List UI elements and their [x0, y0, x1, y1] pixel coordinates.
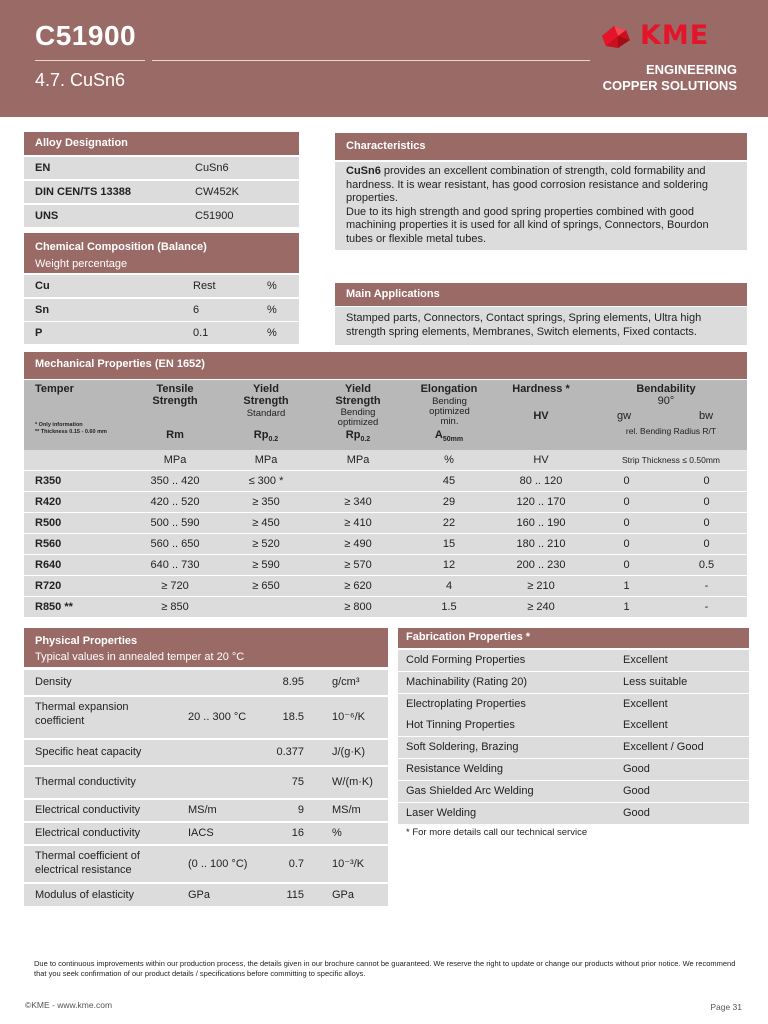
element-unit: % — [267, 280, 277, 292]
fabrication-header — [398, 628, 749, 648]
unit-cell: HV — [533, 454, 549, 466]
value-cell: 0 — [623, 496, 630, 508]
value-cell: 0 — [703, 475, 710, 487]
symbol-subscript: 50mm — [442, 436, 464, 444]
value-cell: 0.5 — [698, 559, 715, 571]
bend-note: rel. Bending Radius R/T — [625, 426, 717, 436]
value-cell: 15 — [442, 538, 456, 550]
bend-angle: 90° — [657, 395, 675, 407]
value-cell: ≥ 240 — [527, 601, 555, 613]
element-symbol: Sn — [35, 304, 50, 316]
physical-unit: % — [332, 827, 342, 839]
section-title: Physical Properties — [35, 635, 138, 647]
applications-header — [335, 283, 747, 306]
physical-row — [24, 800, 388, 821]
fabrication-row — [398, 781, 749, 802]
physical-row — [24, 823, 388, 844]
value-cell: 120 .. 170 — [516, 496, 566, 508]
physical-value: 8.95 — [282, 676, 304, 688]
mechanical-units-row — [24, 450, 747, 470]
value-cell: ≥ 590 — [252, 559, 280, 571]
unit-cell: Strip Thickness ≤ 0.50mm — [621, 455, 721, 465]
symbol-text: Rp — [345, 429, 361, 441]
physical-unit: J/(g·K) — [332, 746, 365, 758]
designation-value: CW452K — [195, 186, 240, 198]
value-cell: 0 — [703, 538, 710, 550]
symbol-text: Rp — [253, 429, 269, 441]
note-only-information: * Only information — [35, 422, 83, 428]
designation-label: DIN CEN/TS 13388 — [35, 186, 131, 198]
symbol-subscript: 0.2 — [360, 436, 371, 444]
characteristics-paragraph — [346, 165, 736, 206]
value-cell: 350 .. 420 — [150, 475, 200, 487]
physical-name: Thermal conductivity — [35, 776, 136, 788]
fabrication-row — [398, 759, 749, 780]
value-cell: 500 .. 590 — [150, 517, 200, 529]
fabrication-name: Soft Soldering, Brazing — [406, 741, 519, 754]
value-cell: ≥ 450 — [252, 517, 280, 529]
fabrication-value: Excellent / Good — [623, 741, 704, 754]
mechanical-row — [24, 555, 747, 575]
element-value: 6 — [193, 304, 200, 316]
yield-bending-symbol — [323, 430, 393, 446]
mechanical-header — [24, 352, 747, 379]
value-cell: ≥ 570 — [344, 559, 372, 571]
value-cell: 80 .. 120 — [519, 475, 563, 487]
physical-value: 115 — [286, 889, 304, 901]
physical-unit: GPa — [332, 889, 355, 901]
mechanical-row — [24, 597, 747, 617]
value-cell: 0 — [703, 517, 710, 529]
elongation-symbol — [409, 430, 489, 446]
composition-row — [24, 299, 299, 321]
element-value: 0.1 — [193, 327, 209, 339]
section-title: Characteristics — [346, 140, 426, 152]
value-cell: 29 — [442, 496, 456, 508]
value-cell: 0 — [623, 475, 630, 487]
mechanical-row — [24, 576, 747, 596]
section-title: Main Applications — [346, 288, 440, 300]
physical-unit: MS/m — [332, 804, 361, 816]
physical-value: 16 — [291, 827, 304, 839]
col-elongation: Elongation — [420, 383, 478, 395]
value-cell: 45 — [442, 475, 456, 487]
physical-cond: MS/m — [188, 804, 217, 816]
applications-text: Stamped parts, Connectors, Contact springs, Spring elements, Ultra high strength spring elements, Membranes, Switch elements, Fixed contacts. — [335, 307, 747, 345]
symbol-subscript: 0.2 — [268, 436, 279, 444]
fabrication-value: Good — [623, 784, 650, 797]
fabrication-name: Gas Shielded Arc Welding — [406, 784, 534, 797]
alloy-designation-header — [24, 132, 299, 155]
bend-bw: bw — [698, 410, 714, 422]
col-yield-standard: Yield Strength — [243, 383, 289, 407]
yield-standard-sub: Standard — [246, 408, 286, 419]
value-cell: 22 — [442, 517, 456, 529]
fabrication-value: Excellent — [623, 654, 668, 666]
yield-standard-symbol — [231, 430, 301, 446]
physical-header — [24, 628, 388, 667]
temper-cell: R850 ** — [35, 601, 73, 613]
value-cell: 200 .. 230 — [516, 559, 566, 571]
fabrication-name: Electroplating Properties — [406, 697, 526, 710]
fabrication-value: Good — [623, 806, 650, 819]
value-cell: ≥ 350 — [252, 496, 280, 508]
tagline — [603, 62, 737, 94]
col-tensile: Tensile Strength — [152, 383, 198, 407]
value-cell: 0 — [703, 496, 710, 508]
value-cell: ≥ 850 — [161, 601, 189, 613]
mechanical-row — [24, 492, 747, 512]
physical-unit: 10⁻³/K — [332, 858, 365, 870]
symbol-text: A — [434, 429, 443, 441]
header-rule — [152, 60, 590, 61]
physical-value: 0.7 — [288, 858, 304, 870]
value-cell: ≤ 300 * — [248, 475, 284, 487]
composition-row — [24, 275, 299, 297]
physical-cond: IACS — [188, 827, 214, 839]
value-cell: 160 .. 190 — [516, 517, 566, 529]
page-number: Page 31 — [710, 1002, 742, 1012]
value-cell: ≥ 800 — [344, 601, 372, 613]
characteristics-text-2: Due to its high strength and good spring properties combined with good machining properties it is used for all kind of springs, Connectors, Bourdon tubes or flexible metal tubes. — [346, 205, 709, 245]
alloy-code: C51900 — [35, 20, 137, 51]
physical-value: 75 — [291, 776, 304, 788]
physical-cond: GPa — [188, 889, 211, 901]
physical-row — [24, 697, 388, 738]
physical-name: Electrical conductivity — [35, 827, 141, 839]
logo-text: KME — [640, 20, 710, 51]
mechanical-row — [24, 471, 747, 491]
temper-cell: R720 — [35, 580, 62, 592]
value-cell: 1 — [623, 601, 630, 613]
value-cell: ≥ 520 — [252, 538, 280, 550]
element-symbol: Cu — [35, 280, 50, 292]
fabrication-row — [398, 715, 749, 736]
unit-cell: % — [444, 454, 454, 466]
unit-cell: MPa — [254, 454, 278, 466]
value-cell: ≥ 410 — [344, 517, 372, 529]
value-cell: 560 .. 650 — [150, 538, 200, 550]
section-subtitle: Typical values in annealed temper at 20 °C — [35, 651, 245, 663]
fabrication-note: * For more details call our technical service — [406, 827, 588, 838]
value-cell: 4 — [445, 580, 453, 592]
tensile-symbol: Rm — [166, 429, 184, 441]
value-cell: 640 .. 730 — [150, 559, 200, 571]
hardness-symbol: HV — [533, 410, 549, 422]
mechanical-row — [24, 534, 747, 554]
temper-cell: R500 — [35, 517, 62, 529]
physical-row — [24, 670, 388, 695]
col-bendability: Bendability — [636, 383, 696, 395]
note-thickness: ** Thickness 0.15 - 0.60 mm — [35, 429, 107, 435]
value-cell: 12 — [442, 559, 456, 571]
fabrication-name: Laser Welding — [406, 806, 477, 819]
header-rule — [35, 60, 145, 61]
unit-cell: MPa — [346, 454, 370, 466]
mechanical-table-header — [24, 380, 747, 450]
physical-unit: 10⁻⁶/K — [332, 711, 365, 723]
designation-row — [24, 205, 299, 227]
physical-name: Specific heat capacity — [35, 746, 142, 758]
value-cell: 0 — [623, 538, 630, 550]
value-cell: ≥ 720 — [161, 580, 189, 592]
tagline-line: COPPER SOLUTIONS — [602, 78, 737, 93]
designation-row — [24, 181, 299, 203]
characteristics-text — [335, 162, 747, 250]
designation-label: UNS — [35, 210, 59, 222]
physical-name: Density — [35, 676, 72, 688]
characteristics-header — [335, 133, 747, 160]
temper-cell: R420 — [35, 496, 62, 508]
fabrication-name: Resistance Welding — [406, 763, 504, 775]
value-cell: 0 — [623, 559, 630, 571]
table-notes — [35, 422, 107, 436]
chemical-composition-header — [24, 233, 299, 273]
physical-name: Modulus of elasticity — [35, 889, 135, 901]
element-unit: % — [267, 304, 277, 316]
value-cell: 180 .. 210 — [516, 538, 566, 550]
fabrication-row — [398, 803, 749, 824]
physical-unit: g/cm³ — [332, 676, 360, 688]
value-cell: 420 .. 520 — [150, 496, 200, 508]
fabrication-name: Hot Tinning Properties — [406, 719, 515, 732]
fabrication-row — [398, 672, 749, 693]
value-cell: 1 — [623, 580, 630, 592]
element-value: Rest — [193, 280, 216, 292]
fabrication-value: Excellent — [623, 697, 668, 710]
physical-row — [24, 884, 388, 906]
fabrication-name: Machinability (Rating 20) — [406, 675, 528, 688]
elongation-sub: Bending optimized min. — [429, 396, 470, 427]
col-yield-bending: Yield Strength — [335, 383, 381, 407]
temper-cell: R560 — [35, 538, 62, 550]
col-temper: Temper — [35, 383, 74, 395]
physical-name: Thermal coefficient of electrical resistance — [35, 850, 140, 876]
physical-value: 0.377 — [276, 746, 304, 758]
section-subtitle: Weight percentage — [35, 258, 128, 270]
designation-label: EN — [35, 162, 51, 174]
value-cell: ≥ 210 — [527, 580, 555, 592]
characteristics-text-1: provides an excellent combination of strength, cold formability and hardness. It is wear resistant, has good corrosion resistance and soldering properties. — [346, 165, 708, 204]
value-cell: ≥ 340 — [344, 496, 372, 508]
section-title: Fabrication Properties * — [406, 631, 531, 643]
value-cell: 0 — [623, 517, 630, 529]
fabrication-row — [398, 650, 749, 671]
page-header — [0, 0, 768, 117]
value-cell: - — [704, 580, 709, 592]
kme-logo — [600, 22, 740, 52]
mechanical-row — [24, 513, 747, 533]
fabrication-row — [398, 737, 749, 758]
designation-value: C51900 — [195, 210, 234, 222]
fabrication-value: Good — [623, 763, 650, 775]
alloy-name: CuSn6 — [346, 165, 381, 177]
tagline-line: ENGINEERING — [645, 62, 737, 77]
physical-value: 18.5 — [282, 711, 304, 723]
composition-row — [24, 322, 299, 344]
section-title: Chemical Composition (Balance) — [35, 241, 207, 253]
disclaimer: Due to continuous improvements within our production process, the details given in our brochure cannot be guaranteed. We reserve the right to update or change our products without prior notice. We recommend that you seek confirmation of our product details / specifications before committing to specific alloys. — [34, 959, 736, 978]
value-cell: ≥ 650 — [252, 580, 280, 592]
physical-name: Electrical conductivity — [35, 804, 141, 816]
section-title: Mechanical Properties (EN 1652) — [35, 358, 205, 370]
temper-cell: R350 — [35, 475, 62, 487]
designation-value: CuSn6 — [195, 162, 229, 174]
value-cell: 1.5 — [441, 601, 457, 613]
footer-copyright: ©KME - www.kme.com — [25, 1000, 113, 1010]
yield-bending-sub: Bending optimized — [337, 407, 379, 428]
physical-unit: W/(m·K) — [332, 776, 373, 788]
fabrication-value: Less suitable — [623, 675, 688, 688]
temper-cell: R640 — [35, 559, 62, 571]
fabrication-value: Excellent — [623, 719, 668, 732]
value-cell: - — [704, 601, 709, 613]
physical-row — [24, 740, 388, 765]
section-title: Alloy Designation — [35, 137, 128, 149]
physical-name: Thermal expansion coefficient — [35, 701, 129, 727]
unit-cell: MPa — [163, 454, 187, 466]
value-cell: ≥ 490 — [344, 538, 372, 550]
bend-gw: gw — [616, 410, 632, 422]
value-cell: ≥ 620 — [344, 580, 372, 592]
physical-cond: (0 .. 100 °C) — [188, 858, 248, 870]
element-symbol: P — [35, 327, 43, 339]
fabrication-name: Cold Forming Properties — [406, 654, 526, 666]
col-hardness: Hardness * — [512, 383, 570, 395]
designation-row — [24, 157, 299, 179]
physical-value: 9 — [297, 804, 304, 816]
alloy-subtitle: 4.7. CuSn6 — [35, 70, 126, 90]
physical-row — [24, 767, 388, 798]
kme-logo-icon — [600, 24, 634, 50]
physical-row — [24, 846, 388, 882]
element-unit: % — [267, 327, 277, 339]
fabrication-row — [398, 694, 749, 715]
physical-cond: 20 .. 300 °C — [188, 711, 247, 723]
